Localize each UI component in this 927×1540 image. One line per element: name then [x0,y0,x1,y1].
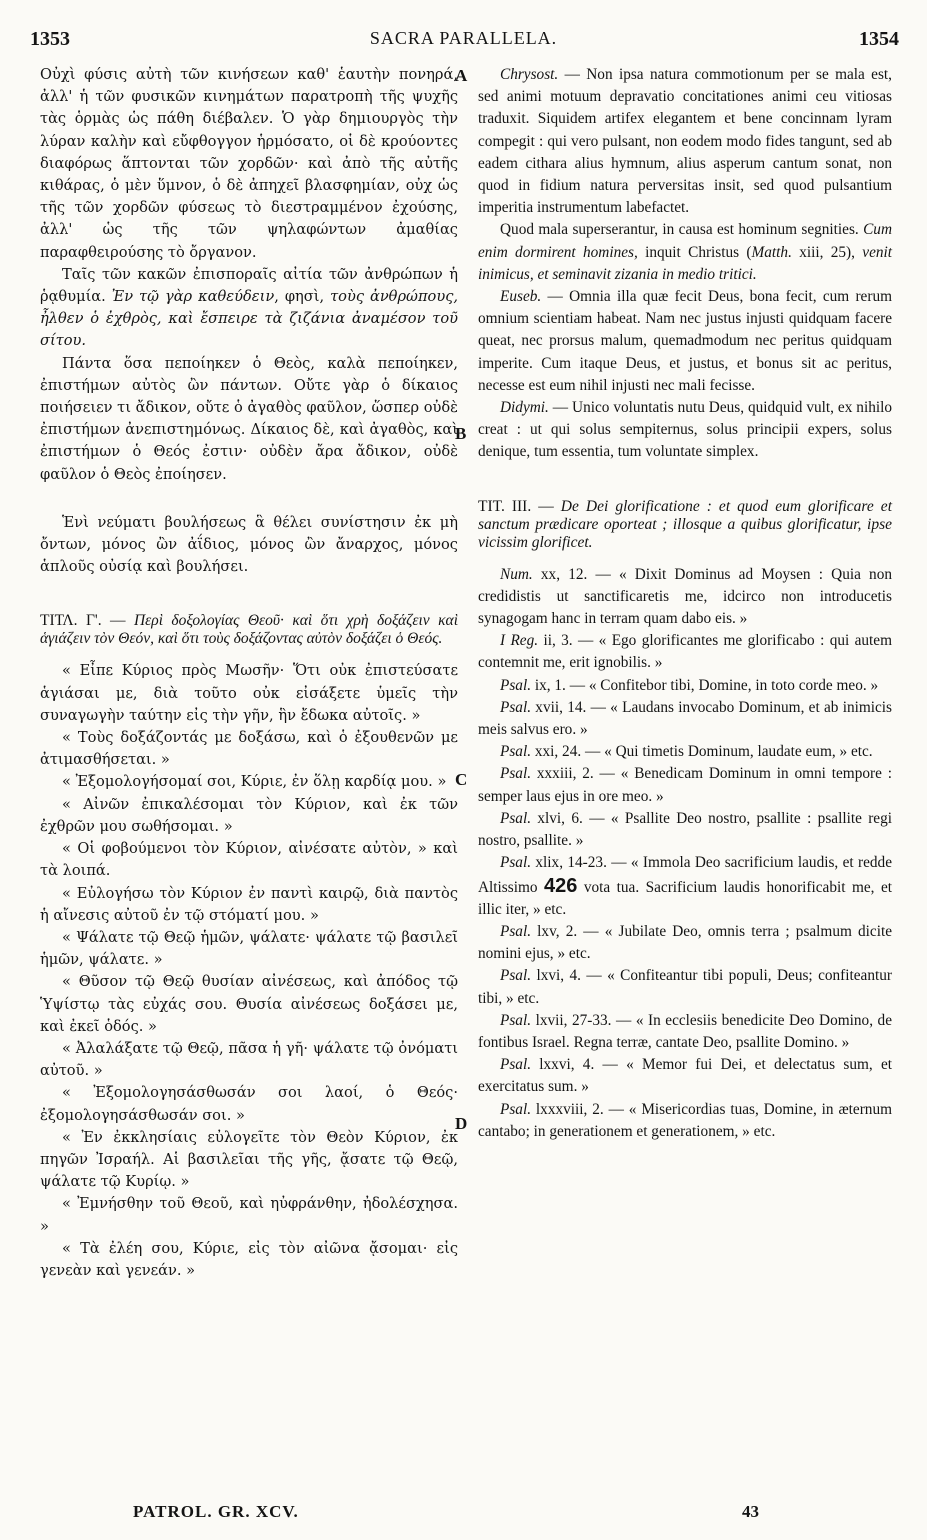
latin-quote: Psal. lxxvi, 4. — « Memor fui Dei, et delectatus sum, et exercitatus sum. » [478,1056,892,1096]
greek-quote: « Εἶπε Κύριος πρὸς Μωσῆν· Ὅτι οὐκ ἐπιστεύσατε ἁγιάσαι με, διὰ τοῦτο οὐκ εἰσάξετε ὑμεῖς τὴν συναγωγὴν ταύτην εἰς τὴν γῆν, ἣν ἔδωκα αὐτοῖς. » [40,662,458,724]
greek-quote: « Ἀλαλάξατε τῷ Θεῷ, πᾶσα ἡ γῆ· ψάλατε τῷ ὀνόματι αὐτοῦ. » [40,1039,458,1080]
latin-quote: Psal. xxi, 24. — « Qui timetis Dominum, laudate eum, » etc. [500,743,873,761]
greek-quote: « Οἱ φοβούμενοι τὸν Κύριον, αἰνέσατε αὐτὸν, » καὶ τὰ λοιπά. [40,840,458,880]
greek-section-title: ΤΙΤΛ. Γ'. — Περὶ δοξολογίας Θεοῦ· καὶ ὅτι χρὴ δοξάζειν καὶ ἁγιάζειν τὸν Θεόν, καὶ ὅτι τοὺς δοξάζοντας αὐτὸν δοξάζει ὁ Θεός. [40,612,458,648]
greek-paragraph: Ἑνὶ νεύματι βουλήσεως ἃ θέλει συνίστησιν ἐκ μὴ ὄντων, μόνος ὢν ἀΐδιος, μόνος ὢν ἄναρχος, μόνος ἁπλοῦς οὐσίᾳ καὶ βουλήσει. [40,513,458,576]
greek-quote: « Θῦσον τῷ Θεῷ θυσίαν αἰνέσεως, καὶ ἀπόδος τῷ Ὑψίστῳ τὰς εὐχάς σου. Θυσία αἰνέσεως δοξάσει με, καὶ ἐκεῖ ὁδός. » [40,973,458,1035]
greek-quote: « Τὰ ἐλέη σου, Κύριε, εἰς τὸν αἰῶνα ᾄσομαι· εἰς γενεὰν καὶ γενεάν. » [40,1239,458,1279]
greek-paragraph: Πάντα ὅσα πεποίηκεν ὁ Θεὸς, καλὰ πεποίηκεν, ἐπιστήμων αὐτὸς ὢν πάντων. Οὔτε γὰρ ὁ δίκαιος ποιήσειεν τι ἄδικον, οὔτε ὁ ἀγαθὸς φαῦλον, ὥσπερ οὐδὲ ἐπιστήμων ἀνεπιστημόνως. Δίκαιος δὲ, καὶ ἀγαθὸς, καὶ ἐπιστήμων ὁ Θεός ἐστιν· οὐδὲν ἄρα ἄδικον, οὐδὲ φαῦλον ὁ Θεὸς ἐποίησεν. [40,354,458,483]
page-number-left: 1353 [30,28,70,50]
latin-quote: Psal. lxvi, 4. — « Confiteantur tibi populi, Deus; confiteantur tibi, » etc. [478,967,892,1007]
latin-quote: Psal. lxxxviii, 2. — « Misericordias tuas, Domine, in æternum cantabo; in generationem et generationem, » etc. [478,1100,892,1140]
latin-quote: Num. xx, 12. — « Dixit Dominus ad Moysen : Quia non credidistis ut sanctificaretis me, idcirco non introducetis synagogam hanc in terram quam dabo eis. » [478,565,892,628]
greek-quote: « Ἐξομολογησάσθωσάν σοι λαοί, ὁ Θεός· ἐξομολογησάσθωσάν σοι. » [40,1084,458,1124]
greek-quote: « Ψάλατε τῷ Θεῷ ἡμῶν, ψάλατε· ψάλατε τῷ βασιλεῖ ἡμῶν, ψάλατε. » [40,928,458,969]
latin-paragraph: Quod mala superserantur, in causa est hominum segnities. Cum enim dormirent homines, inquit Christus (Matth. xiii, 25), venit inimicus, et seminavit zizania in medio tritici. [478,221,893,283]
greek-paragraph: Οὐχὶ φύσις αὐτὴ τῶν κινήσεων καθ' ἑαυτὴν πονηρά, ἀλλ' ἡ τῶν φυσικῶν κινημάτων παρατροπὴ τῆς ψυχῆς τὰς ὁρμὰς ὡς πάθη διέβαλεν. Ὁ γὰρ δημιουργὸς τὴν λύραν καλὴν καὶ εὔφθογγον ἡρμόσατο, οἱ δὲ κρούοντες διαφόρως ἅπτονται τῶν χορδῶν· καὶ ἀπὸ τῆς αὐτῆς κιθάρας, ὁ μὲν ὕμνον, ὁ δὲ ἀπηχεῖ βλασφημίαν, οὐχ ὡς τῆς τῶν χορδῶν φύσεως τὸ διεστραμμένον ἐχούσης, ἀλλ' ὡς τῆς τῶν ψηλαφώντων ἀμαθίας παραφθειρούσης τὸ ὄργανον. [40,66,458,261]
latin-section-title: TIT. III. — De Dei glorificatione : et quod eum glorificare et sanctum prædicare oporteat ; illosque a quibus glorificatur, ipse vicissim glorificet. [478,497,892,551]
latin-column [478,64,892,1143]
running-title: SACRA PARALLELA. [369,28,558,48]
latin-quote: Psal. ix, 1. — « Confitebor tibi, Domine, in toto corde meo. » [500,676,879,694]
column-number: 426 [543,874,578,897]
margin-letter-d: D [455,1114,468,1133]
greek-paragraph: Ταῖς τῶν κακῶν ἐπισποραῖς αἰτία τῶν ἀνθρώπων ἡ ῥᾳθυμία. Ἐν τῷ γὰρ καθεύδειν, φησὶ, τοὺς ἀνθρώπους, ἦλθεν ὁ ἐχθρὸς, καὶ ἔσπειρε τὰ ζιζάνια ἀναμέσον τοῦ σίτου. [40,265,459,350]
greek-column [40,64,458,1282]
greek-quote: « Εὐλογήσω τὸν Κύριον ἐν παντὶ καιρῷ, διὰ παντὸς ἡ αἴνεσις αὐτοῦ ἐν τῷ στόματί μου. » [40,884,458,924]
margin-letter-b: B [455,424,467,443]
greek-quote: « Ἐξομολογήσομαί σοι, Κύριε, ἐν ὅλῃ καρδίᾳ μου. » [62,773,447,791]
latin-quote: Psal. lxvii, 27-33. — « In ecclesiis benedicite Deo Domino, de fontibus Israel. Regna terræ, cantate Deo, psallite Domino. » [478,1011,892,1051]
greek-quote: « Ἐν ἐκκλησίαις εὐλογεῖτε τὸν Θεὸν Κύριον, ἐκ πηγῶν Ἰσραήλ. Αἱ βασιλεῖαι τῆς γῆς, ᾄσατε τῷ Θεῷ, ψάλατε τῷ Κυρίῳ. » [40,1128,458,1191]
margin-letter-a: A [455,66,468,85]
footer-signature: 43 [742,1502,759,1521]
latin-quote: Psal. xlix, 14-23. — « Immola Deo sacrificium laudis, et redde Altissimo 426 vota tua. Sacrificium laudis honorificabit me, et illic iter, » etc. [478,854,892,918]
greek-quote: « Ἐμνήσθην τοῦ Θεοῦ, καὶ ηὐφράνθην, ἠδολέσχησα. » [40,1195,458,1235]
latin-quote: Psal. xxxiii, 2. — « Benedicam Dominum in omni tempore : semper laus ejus in ore meo. » [478,765,892,805]
latin-paragraph: Chrysost. — Non ipsa natura commotionum per se mala est, sed animi motuum depravatio concitationes animi ceu vitiosas traduxit. Siquidem artifex elegantem et bene concinnam lyram compegit : qui vero pulsant, non eodem modo fides tangunt, sed ab eadem cithara alius hymnum, alius asperum cantum sonat, non quod in fidium natura perversitas insit, sed quod pulsantium imperitia instrumentum labefactet. [478,66,892,217]
latin-quote: Psal. lxv, 2. — « Jubilate Deo, omnis terra ; psalmum dicite nomini ejus, » etc. [478,922,892,963]
greek-quote: « Τοὺς δοξάζοντάς με δοξάσω, καὶ ὁ ἐξουθενῶν με ἀτιμασθήσεται. » [40,729,458,769]
latin-paragraph: Euseb. — Omnia illa quæ fecit Deus, bona fecit, cum rerum omnium scientiam habeat. Nam nec justus injusti quidquam facere queat, nec prorsus malum, quemadmodum nec peritus quidquam imperite. Cum itaque Deus, et justus, et bonus sit ac peritus, necesse est eum nihil injusti nec mali fecisse. [478,288,892,394]
greek-quote: « Αἰνῶν ἐπικαλέσομαι τὸν Κύριον, καὶ ἐκ τῶν ἐχθρῶν μου σωθήσομαι. » [40,795,458,835]
latin-quote: I Reg. ii, 3. — « Ego glorificantes me glorificabo : qui autem contemnit me, erit ignobilis. » [478,632,892,672]
margin-letter-c: C [455,770,468,789]
footer-series: PATROL. GR. XCV. [133,1502,299,1521]
latin-quote: Psal. xvii, 14. — « Laudans invocabo Dominum, et ab inimicis meis salvus ero. » [478,698,892,739]
page-number-right: 1354 [859,28,899,50]
latin-paragraph: Didymi. — Unico voluntatis nutu Deus, quidquid vult, ex nihilo creat : ut qui solus sempiternus, solus principii expers, solus denique, tum essentia, tum voluntate simplex. [478,399,892,461]
latin-quote: Psal. xlvi, 6. — « Psallite Deo nostro, psallite : psallite regi nostro, psallite. » [478,809,892,850]
